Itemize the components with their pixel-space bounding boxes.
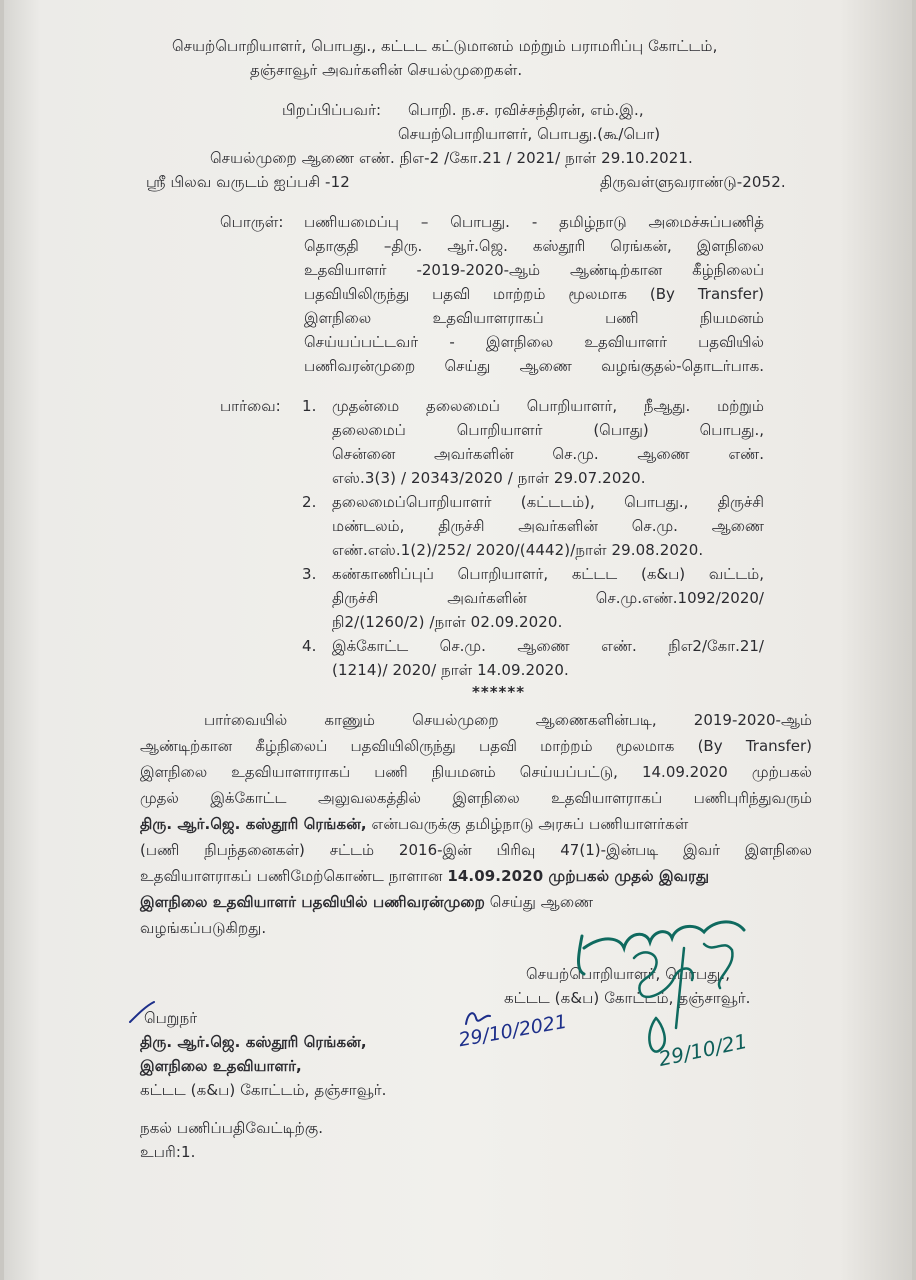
effective-date-bold: 14.09.2020 முற்பகல் முதல் இவரது xyxy=(447,867,710,885)
copy-to: நகல் பணிப்பதிவேட்டிற்கு. xyxy=(140,1119,324,1137)
body-text: செய்து ஆணை xyxy=(484,893,594,911)
subject-line: பதவியிலிருந்து பதவி மாற்றம் மூலமாக (By Transfer) xyxy=(304,285,764,303)
recipient-name: திரு. ஆர்.ஜெ. கஸ்தூரி ரெங்கன், xyxy=(140,1033,367,1051)
subject-label: பொருள்: xyxy=(220,213,284,231)
reference-line: தலைமைப்பொறியாளர் (கட்டடம்), பொபது., திருச்சி xyxy=(332,493,764,511)
signatory-title: செயற்பொறியாளர், பொபது., xyxy=(526,965,731,983)
employee-name-bold: திரு. ஆர்.ஜெ. கஸ்தூரி ரெங்கன், xyxy=(140,815,367,833)
order-number: செயல்முறை ஆணை எண். நிஎ-2 /கோ.21 / 2021/ நாள் 29.10.2021. xyxy=(210,149,693,167)
reference-number: 3. xyxy=(302,565,317,583)
signatory-office: கட்டட (க&ப) கோட்டம், தஞ்சாவூர். xyxy=(504,989,751,1007)
body-line xyxy=(140,866,709,886)
reference-line: மண்டலம், திருச்சி அவர்களின் செ.மு. ஆணை xyxy=(332,517,764,535)
reference-line: இக்கோட்ட செ.மு. ஆணை எண். நிஎ2/கோ.21/ xyxy=(332,637,764,655)
issuer-title: செயற்பொறியாளர், பொபது.(கூ/பொ) xyxy=(398,125,661,143)
reference-line: சென்னை அவர்களின் செ.மு. ஆணை எண். xyxy=(332,445,764,463)
reference-number: 1. xyxy=(302,397,317,415)
reference-line: நி2/(1260/2) /நாள் 02.09.2020. xyxy=(332,613,563,631)
body-line xyxy=(140,814,812,834)
green-handwritten-date: 29/10/21 xyxy=(656,1028,750,1072)
reference-line: எண்.எஸ்.1(2)/252/ 2020/(4442)/நாள் 29.08.2020. xyxy=(332,541,704,559)
reference-line: முதன்மை தலைமைப் பொறியாளர், நீஆது. மற்றும் xyxy=(332,397,764,415)
subject-line: இளநிலை உதவியாளராகப் பணி நியமனம் xyxy=(304,309,764,327)
subject-line: செய்யப்பட்டவர் - இளநிலை உதவியாளர் பதவியில் xyxy=(304,333,764,351)
blue-handwritten-date: 29/10/2021 xyxy=(456,1010,569,1052)
recipient-designation: இளநிலை உதவியாளர், xyxy=(140,1057,302,1075)
reference-line: திருச்சி அவர்களின் செ.மு.எண்.1092/2020/ xyxy=(332,589,764,607)
reference-number: 4. xyxy=(302,637,317,655)
reference-line: (1214)/ 2020/ நாள் 14.09.2020. xyxy=(332,661,569,679)
reference-line: தலைமைப் பொறியாளர் (பொது) பொபது., xyxy=(332,421,764,439)
reference-line: எஸ்.3(3) / 20343/2020 / நாள் 29.07.2020. xyxy=(332,469,646,487)
recipient-office: கட்டட (க&ப) கோட்டம், தஞ்சாவூர். xyxy=(140,1081,387,1099)
body-line: இளநிலை உதவியாளாராகப் பணி நியமனம் செய்யப்பட்டு, 14.09.2020 முற்பகல் xyxy=(140,763,812,781)
subject-line: தொகுதி –திரு. ஆர்.ஜெ. கஸ்தூரி ரெங்கன், இளநிலை xyxy=(304,237,764,255)
references-label: பார்வை: xyxy=(220,397,281,415)
thiruvalluvar-year: திருவள்ளுவராண்டு-2052. xyxy=(600,173,786,191)
header-line-2: தஞ்சாவூர் அவர்களின் செயல்முறைகள். xyxy=(250,61,523,79)
issuer-name: பொறி. ந.ச. ரவிச்சந்திரன், எம்.இ., xyxy=(408,101,644,119)
body-line: ஆண்டிற்கான கீழ்நிலைப் பதவியிலிருந்து பதவி மாற்றம் மூலமாக (By Transfer) xyxy=(140,737,812,755)
tamil-date: ஸ்ரீ பிலவ வருடம் ஐப்பசி -12 xyxy=(146,173,350,191)
separator-stars: ****** xyxy=(472,683,526,701)
header-line-1: செயற்பொறியாளர், பொபது., கட்டட கட்டுமானம் மற்றும் பராமரிப்பு கோட்டம், xyxy=(172,37,718,55)
body-text: உதவியாளராகப் பணிமேற்கொண்ட நாளான xyxy=(140,867,448,885)
reference-line: கண்காணிப்புப் பொறியாளர், கட்டட (க&ப) வட்டம், xyxy=(332,565,764,583)
recipient-label: பெறுநர் xyxy=(144,1009,198,1027)
subject-line: உதவியாளர் -2019-2020-ஆம் ஆண்டிற்கான கீழ்நிலைப் xyxy=(304,261,764,279)
subject-line: பணியமைப்பு – பொபது. - தமிழ்நாடு அமைச்சுப்பணித் xyxy=(304,213,764,231)
body-line: வழங்கப்படுகிறது. xyxy=(140,919,267,937)
spare-copy: உபரி:1. xyxy=(140,1143,196,1161)
issuer-label: பிறப்பிப்பவர்: xyxy=(282,101,382,119)
reference-number: 2. xyxy=(302,493,317,511)
body-line: (பணி நிபந்தனைகள்) சட்டம் 2016-இன் பிரிவு 47(1)-இன்படி இவர் இளநிலை xyxy=(140,841,812,859)
regularisation-bold: இளநிலை உதவியாளர் பதவியில் பணிவரன்முறை xyxy=(140,893,485,911)
body-text: என்பவருக்கு தமிழ்நாடு அரசுப் பணியாளர்கள் xyxy=(366,815,689,833)
body-line: முதல் இக்கோட்ட அலுவலகத்தில் இளநிலை உதவியாளராகப் பணிபுரிந்துவரும் xyxy=(140,789,812,807)
subject-line: பணிவரன்முறை செய்து ஆணை வழங்குதல்-தொடர்பாக. xyxy=(304,357,764,375)
body-line: பார்வையில் காணும் செயல்முறை ஆணைகளின்படி, 2019-2020-ஆம் xyxy=(204,711,812,729)
document-page xyxy=(4,0,912,1280)
